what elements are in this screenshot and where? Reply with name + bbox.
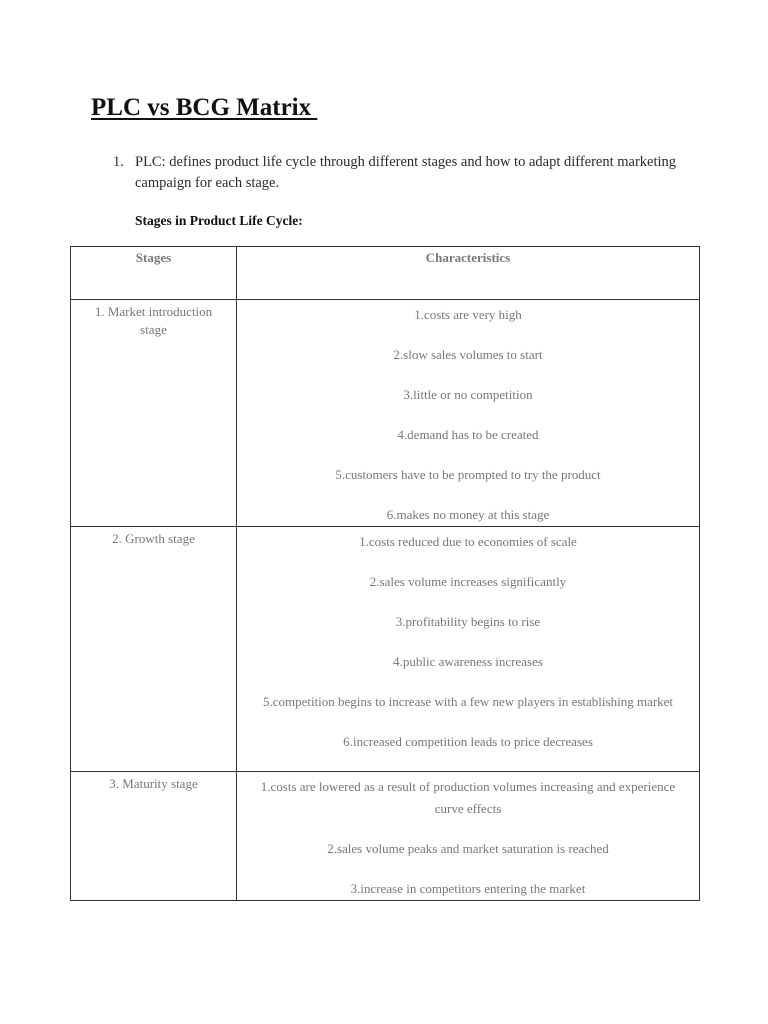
table-row	[71, 300, 700, 527]
characteristics-list	[237, 772, 699, 900]
characteristic-item: 2.sales volume increases significantly	[369, 574, 567, 589]
table-row	[71, 772, 700, 901]
header-characteristics: Characteristics	[237, 247, 700, 300]
stage-cell: 3. Maturity stage	[71, 772, 237, 901]
characteristics-cell	[237, 527, 700, 772]
plc-stages-table	[70, 246, 700, 901]
characteristic-item: 4.public awareness increases	[393, 654, 543, 669]
characteristic-item: 3.profitability begins to rise	[395, 614, 541, 629]
list-item-text: PLC: defines product life cycle through different stages and how to adapt different marketing campaign for each stage.	[135, 154, 677, 191]
characteristics-cell	[237, 772, 700, 901]
characteristic-item: 4.demand has to be created	[397, 427, 539, 442]
characteristic-item: 2.slow sales volumes to start	[393, 347, 543, 362]
characteristic-item: 3.little or no competition	[403, 387, 533, 402]
list-item-number: 1.	[113, 154, 124, 170]
table-row	[71, 527, 700, 772]
characteristics-list	[237, 527, 699, 753]
stage-cell: 2. Growth stage	[71, 527, 237, 772]
characteristic-item: 1.costs are lowered as a result of production volumes increasing and experience curve effects	[260, 779, 676, 816]
characteristics-cell	[237, 300, 700, 527]
table-header-row	[71, 247, 700, 300]
stage-cell: 1. Market introduction stage	[71, 300, 237, 527]
characteristic-item: 5.competition begins to increase with a few new players in establishing market	[262, 694, 674, 709]
characteristic-item: 2.sales volume peaks and market saturation is reached	[327, 841, 609, 856]
characteristic-item: 5.customers have to be prompted to try the product	[335, 467, 601, 482]
section-subheading: Stages in Product Life Cycle:	[135, 213, 303, 228]
header-stages: Stages	[71, 247, 237, 300]
characteristic-item: 3.increase in competitors entering the market	[350, 881, 586, 896]
characteristic-item: 1.costs are very high	[414, 307, 522, 322]
characteristic-item: 6.increased competition leads to price decreases	[343, 734, 593, 749]
characteristics-list	[237, 300, 699, 526]
characteristic-item: 1.costs reduced due to economies of scale	[359, 534, 577, 549]
characteristic-item: 6.makes no money at this stage	[386, 507, 550, 522]
document-title: PLC vs BCG Matrix	[91, 94, 318, 121]
